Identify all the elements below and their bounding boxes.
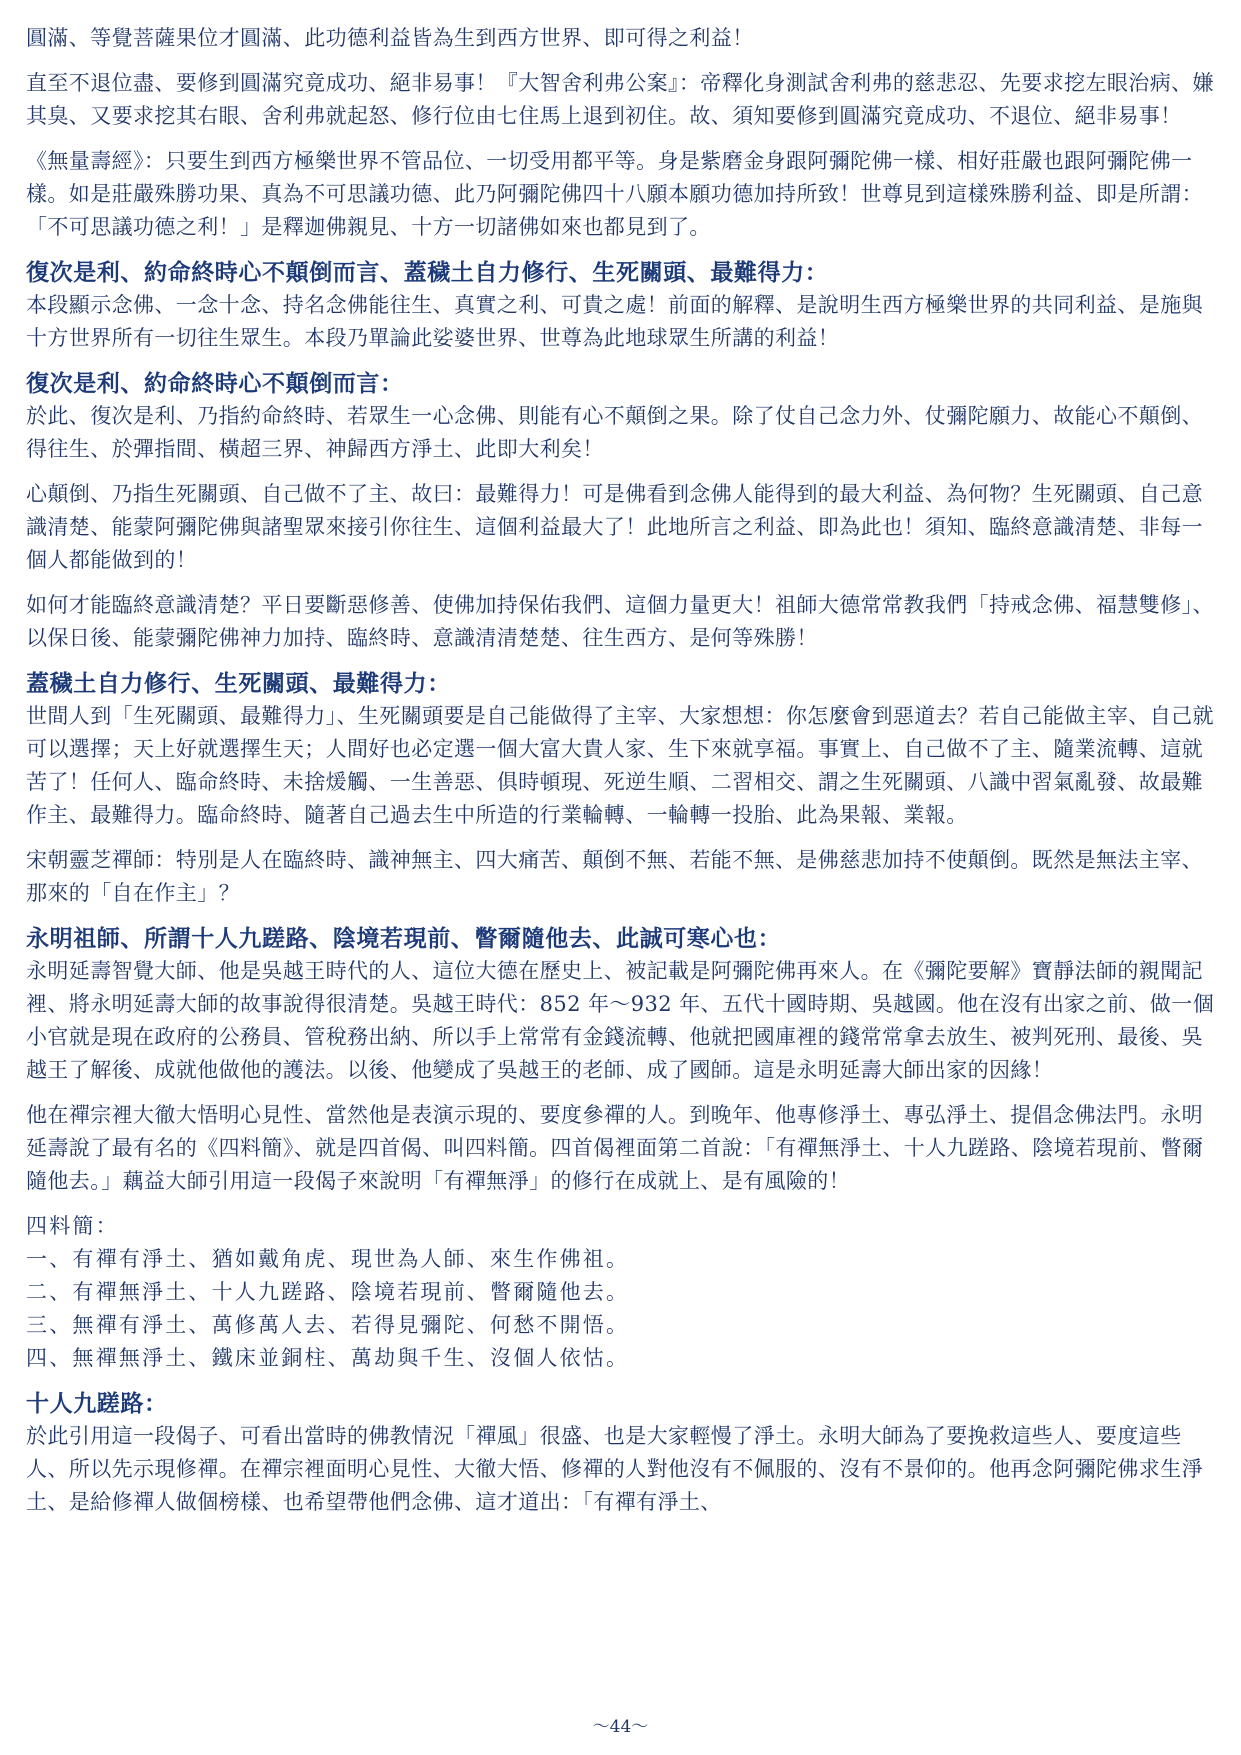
section-heading-5: 十人九蹉路： (26, 1390, 168, 1417)
verse-line-1: 一、有禪有淨土、猶如戴角虎、現世為人師、來生作佛祖。 (26, 1247, 630, 1271)
verse-list-title: 四料簡： (26, 1214, 119, 1238)
section-heading-1: 復次是利、約命終時心不顛倒而言、蓋穢土自力修行、生死關頭、最難得力： (26, 259, 829, 286)
paragraph-5: 於此、復次是利、乃指約命終時、若眾生一心念佛、則能有心不顛倒之果。除了仗自己念力外、仗彌陀願力、故能心不顛倒、得往生、於彈指間、橫超三界、神歸西方淨土、此即大利矣！ (26, 404, 1203, 461)
verse-line-2: 二、有禪無淨土、十人九蹉路、陰境若現前、瞥爾隨他去。 (26, 1280, 630, 1304)
verse-line-3: 三、無禪有淨土、萬修萬人去、若得見彌陀、何愁不開悟。 (26, 1313, 630, 1337)
paragraph-7: 如何才能臨終意識清楚？平日要斷惡修善、使佛加持保佑我們、這個力量更大！祖師大德常常教我們「持戒念佛、福慧雙修」、以保日後、能蒙彌陀佛神力加持、臨終時、意識清清楚楚、往生西方、是何等殊勝！ (26, 593, 1214, 650)
paragraph-2: 直至不退位盡、要修到圓滿究竟成功、絕非易事！『大智舍利弗公案』：帝釋化身測試舍利弗的慈悲忍、先要求挖左眼治病、嫌其臭、又要求挖其右眼、舍利弗就起怒、修行位由七住馬上退到初住。故、須知要修到圓滿究竟成功、不退位、絕非易事！ (26, 71, 1214, 128)
document-body (26, 22, 1215, 1519)
paragraph-8: 世間人到「生死關頭、最難得力」、生死關頭要是自己能做得了主宰、大家想想：你怎麼會到惡道去？若自己能做主宰、自己就可以選擇；天上好就選擇生天；人間好也必定選一個大富大貴人家、生下來就享福。事實上、自己做不了主、隨業流轉、這就苦了！任何人、臨命終時、未捨煖觸、一生善惡、俱時頓現、死逆生順、二習相交、謂之生死關頭、八識中習氣亂發、故最難作主、最難得力。臨命終時、隨著自己過去生中所造的行業輪轉、一輪轉一投胎、此為果報、業報。 (26, 704, 1214, 827)
paragraph-3: 《無量壽經》：只要生到西方極樂世界不管品位、一切受用都平等。身是紫磨金身跟阿彌陀佛一樣、相好莊嚴也跟阿彌陀佛一樣。如是莊嚴殊勝功果、真為不可思議功德、此乃阿彌陀佛四十八願本願功德加持所致！世尊見到這樣殊勝利益、即是所謂：「不可思議功德之利！」是釋迦佛親見、十方一切諸佛如來也都見到了。 (26, 149, 1203, 239)
paragraph-12: 於此引用這一段偈子、可看出當時的佛教情況「禪風」很盛、也是大家輕慢了淨土。永明大師為了要挽救這些人、要度這些人、所以先示現修禪。在禪宗裡面明心見性、大徹大悟、修禪的人對他沒有不佩服的、沒有不景仰的。他再念阿彌陀佛求生淨土、是給修禪人做個榜樣、也希望帶他們念佛、這才道出：「有禪有淨土、 (26, 1424, 1203, 1514)
page-number: ～44～ (592, 1717, 649, 1737)
paragraph-6: 心顛倒、乃指生死關頭、自己做不了主、故曰：最難得力！可是佛看到念佛人能得到的最大利益、為何物？生死關頭、自己意識清楚、能蒙阿彌陀佛與諸聖眾來接引你往生、這個利益最大了！此地所言之利益、即為此也！須知、臨終意識清楚、非每一個人都能做到的！ (26, 482, 1203, 572)
verse-list (26, 1210, 1215, 1375)
section-heading-2: 復次是利、約命終時心不顛倒而言： (26, 370, 404, 397)
paragraph-9: 宋朝靈芝禪師：特別是人在臨終時、識神無主、四大痛苦、顛倒不無、若能不無、是佛慈悲加持不使顛倒。既然是無法主宰、那來的「自在作主」？ (26, 848, 1203, 905)
paragraph-11: 他在禪宗裡大徹大悟明心見性、當然他是表演示現的、要度參禪的人。到晚年、他專修淨土、專弘淨土、提倡念佛法門。永明延壽說了最有名的《四料簡》、就是四首偈、叫四料簡。四首偈裡面第二首說：「有禪無淨土、十人九蹉路、陰境若現前、瞥爾隨他去。」藕益大師引用這一段偈子來說明「有禪無淨」的修行在成就上、是有風險的！ (26, 1103, 1204, 1193)
paragraph-1: 圓滿、等覺菩薩果位才圓滿、此功德利益皆為生到西方世界、即可得之利益！ (26, 26, 754, 50)
paragraph-10: 永明延壽智覺大師、他是吳越王時代的人、這位大德在歷史上、被記載是阿彌陀佛再來人。在《彌陀要解》寶靜法師的親聞記裡、將永明延壽大師的故事說得很清楚。吳越王時代：852 年～932 年、五代十國時期、吳越國。他在沒有出家之前、做一個小官就是現在政府的公務員、管稅務出納、所以手上常常有金錢流轉、他就把國庫裡的錢常常拿去放生、被判死刑、最後、吳越王了解後、成就他做他的護法。以後、他變成了吳越王的老師、成了國師。這是永明延壽大師出家的因緣！ (26, 959, 1215, 1082)
section-heading-4: 永明祖師、所謂十人九蹉路、陰境若現前、瞥爾隨他去、此誠可寒心也： (26, 925, 782, 952)
verse-line-4: 四、無禪無淨土、鐵床並銅柱、萬劫與千生、沒個人依怙。 (26, 1346, 630, 1370)
section-heading-3: 蓋穢土自力修行、生死關頭、最難得力： (26, 670, 451, 697)
paragraph-4: 本段顯示念佛、一念十念、持名念佛能往生、真實之利、可貴之處！前面的解釋、是說明生西方極樂世界的共同利益、是施與十方世界所有一切往生眾生。本段乃單論此娑婆世界、世尊為此地球眾生所講的利益！ (26, 293, 1203, 350)
